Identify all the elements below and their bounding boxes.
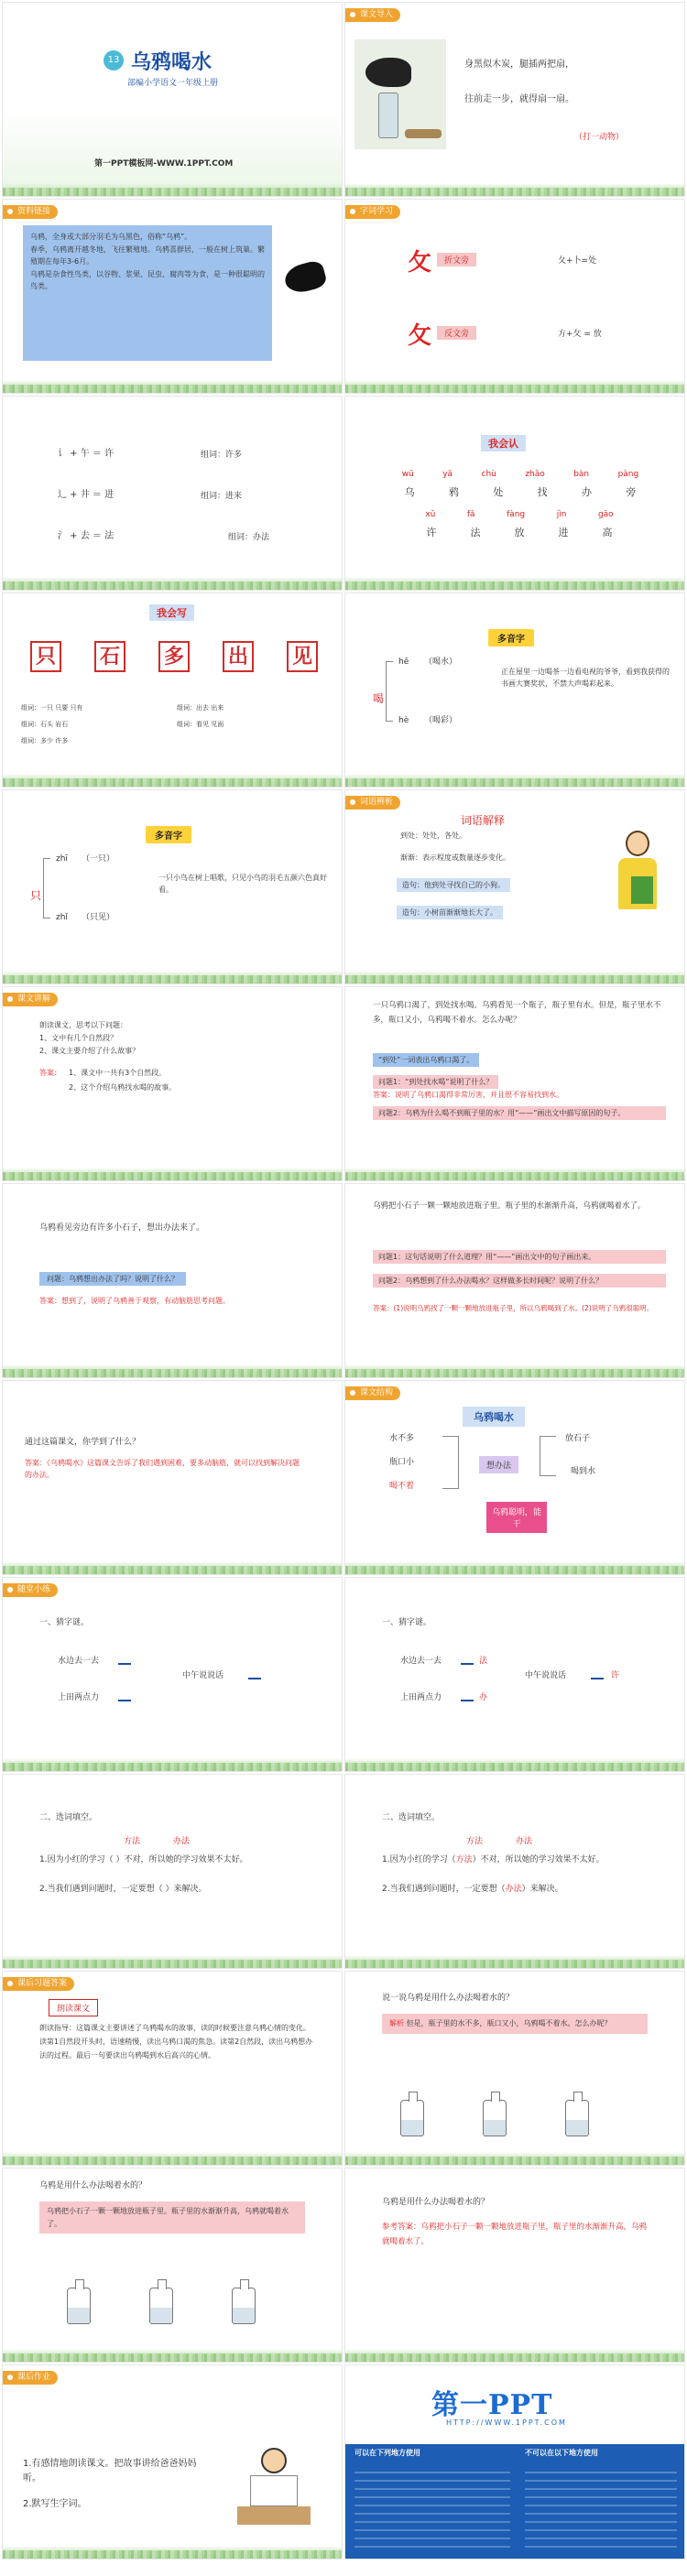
- exercise-body: 朗读指导：这篇课文主要讲述了乌鸦喝水的故事，读的时候要注意乌鸦心情的变化。读第1自然段开头时，语速稍慢，读出乌鸦口渴的焦急。读第2自然段，读出乌鸦想办法的过程。最后一句要读出乌鸦喝到水后高兴的心情。: [39, 2024, 313, 2060]
- slide-paragraph-1[interactable]: [344, 986, 685, 1181]
- polyphone-badge: 多音字: [146, 825, 191, 843]
- slide-method-bottles[interactable]: [344, 1971, 685, 2166]
- section-tag: 课文讲解: [3, 993, 58, 1006]
- bottle-icon: [400, 2100, 424, 2136]
- teacher-illustration: [613, 831, 662, 940]
- homework-2: 2.默写生字词。: [23, 2499, 87, 2509]
- answer-1: 答案：说明了乌鸦口渴得非常厉害，并且很不容易找到水。: [373, 1091, 563, 1099]
- question-intro: 朗读课文，思考以下问题：: [39, 1021, 127, 1029]
- reference-answer: [382, 2220, 648, 2249]
- grass-decoration: [3, 183, 342, 196]
- grass-decoration: [345, 774, 684, 787]
- radical-1: 攵: [408, 249, 432, 277]
- slide-char-formation[interactable]: [2, 396, 343, 591]
- pinyin: jìn: [556, 510, 567, 519]
- bottle-icon: [565, 2100, 589, 2136]
- slide-riddles[interactable]: [2, 1577, 343, 1772]
- right-brace: [540, 1436, 556, 1476]
- write-words-5: 组词：看见 见面: [177, 721, 224, 728]
- info-paragraph-3: 乌鸦是杂食性鸟类，以谷物、浆果、昆虫、腐肉等为食，是一种很聪明的鸟类。: [30, 269, 265, 291]
- grass-decoration: [3, 774, 342, 787]
- slide-riddles-answers[interactable]: [344, 1577, 685, 1772]
- riddle-answer-1: 法: [479, 1657, 488, 1666]
- grass-decoration: [345, 1168, 684, 1180]
- info-paragraph-1: 乌鸦，全身或大部分羽毛为乌黑色，俗称“乌鸦”。: [30, 233, 192, 241]
- grass-decoration: [3, 380, 342, 393]
- bottle-icon: [232, 2288, 256, 2324]
- structure-left-2: 瓶口小: [389, 1458, 415, 1467]
- write-words-1: 组词：一只 只要 只有: [21, 704, 83, 712]
- write-words-2: 组词：石头 岩石: [21, 721, 69, 728]
- grass-decoration: [3, 1758, 342, 1771]
- radical-2-formula: 方+攵 = 放: [558, 330, 602, 339]
- slide-structure[interactable]: [344, 1380, 685, 1575]
- answer-label: 解析: [389, 2019, 404, 2027]
- method-question: 乌鸦是用什么办法喝着水的？: [39, 2181, 147, 2190]
- riddle-3: 上田两点力: [400, 1693, 442, 1702]
- sentence-part: 2.当我们遇到问题时，一定要想（: [382, 1885, 506, 1894]
- paragraph-text: 一只乌鸦口渴了，到处找水喝。乌鸦看见一个瓶子，瓶子里有水。但是，瓶子里水不多，瓶口又小，乌鸦喝不着水。怎么办呢？: [373, 1001, 661, 1026]
- formation-eq-2: 辶 + 井 ＝ 进: [58, 490, 114, 500]
- polyphone-char: 喝: [373, 692, 385, 705]
- answer-1: 1、课文中一共有3个自然段。: [69, 1069, 167, 1077]
- fill-sentence-1: 1.因为小红的学习（ ）不对，所以她的学习效果不太好。: [39, 1855, 248, 1864]
- answer-label: 参考答案：: [382, 2223, 421, 2232]
- write-char-1: 只: [30, 641, 61, 672]
- crow-illustration: [365, 58, 411, 87]
- grass-decoration: [3, 2152, 342, 2165]
- character: 放: [514, 527, 525, 538]
- pinyin: fàng: [507, 510, 526, 519]
- slide-background-info[interactable]: [2, 199, 343, 394]
- formation-eq-1: 讠 + 午 ＝ 许: [58, 449, 114, 459]
- answer-dash: [118, 1700, 131, 1701]
- write-words-4: 组词：出去 出来: [177, 704, 224, 712]
- brace: [43, 858, 50, 918]
- pinyin-1: zhī: [56, 854, 68, 864]
- slide-summary-question[interactable]: [2, 1380, 343, 1575]
- char-row-1: [387, 484, 653, 499]
- grass-decoration: [3, 1955, 342, 1968]
- homework-1: 1.有感情地朗读课文。把故事讲给爸爸妈妈听。: [23, 2459, 197, 2484]
- pinyin: chù: [481, 470, 496, 479]
- grass-decoration: [345, 1561, 684, 1574]
- answer-label: 答案：: [39, 1069, 61, 1077]
- radical-2: 攵: [408, 322, 432, 350]
- grass-decoration: [3, 2349, 342, 2362]
- answer-dash: [461, 1700, 474, 1701]
- slide-fill-blank-answers[interactable]: [344, 1774, 685, 1969]
- answer-dash: [591, 1678, 604, 1679]
- question-2: 问题2：乌鸦为什么喝不到瓶子里的水？用“——”画出文中描写原因的句子。: [373, 1106, 666, 1120]
- section-tag: 资料链接: [3, 205, 58, 219]
- question-2: 问题2：乌鸦想到了什么办法喝水？这样做多长时间呢？说明了什么？: [373, 1274, 666, 1288]
- write-char-3: 多: [158, 641, 190, 672]
- write-char-2: 石: [94, 641, 125, 672]
- grass-decoration: [3, 1364, 342, 1377]
- character: 法: [470, 527, 481, 538]
- structure-left-3: 喝不着: [389, 1482, 415, 1491]
- brand-url: HTTP://WWW.1PPT.COM: [446, 2418, 567, 2427]
- exercise-title: 朗读课文: [49, 1999, 98, 2016]
- fill-sentence-2: [382, 1883, 666, 1896]
- fill-heading: 二、选词填空。: [382, 1813, 441, 1822]
- char-row-2: [409, 525, 629, 539]
- riddle-3: 上田两点力: [58, 1693, 100, 1702]
- riddle-1: 水边去一去: [58, 1657, 100, 1666]
- word-option-2: 办法: [516, 1837, 533, 1846]
- answer-dash: [118, 1663, 131, 1665]
- student-illustration: [237, 2448, 311, 2530]
- crow-bottle-image: [354, 39, 446, 149]
- write-words-3: 组词：多少 许多: [21, 737, 69, 745]
- character: 旁: [626, 486, 637, 498]
- pinyin: fǎ: [466, 510, 475, 519]
- character: 处: [493, 486, 504, 498]
- grass-decoration: [3, 577, 342, 590]
- grass-decoration: [345, 183, 684, 196]
- recognize-badge: 我会认: [481, 433, 526, 451]
- question-2: 2、课文主要介绍了什么故事？: [39, 1047, 140, 1055]
- stones-illustration: [405, 129, 442, 138]
- slide-brand[interactable]: [344, 2364, 685, 2560]
- grass-decoration: [345, 2349, 684, 2362]
- word-option-1: 方法: [466, 1837, 484, 1846]
- slide-method-question[interactable]: [2, 2168, 343, 2363]
- slide-radicals[interactable]: [344, 199, 685, 394]
- method-question: 乌鸦是用什么办法喝着水的？: [382, 2198, 490, 2207]
- usage-forbidden-title: 不可以在以下地方使用: [525, 2449, 598, 2457]
- slide-recognize[interactable]: [344, 396, 685, 591]
- riddle-line-1: 身黑似木炭，腿插两把扇，: [464, 60, 574, 70]
- usage-forbidden-list: [525, 2472, 677, 2550]
- summary-question: 通过这篇课文，你学到了什么？: [25, 1438, 141, 1447]
- answer: 答案：想到了，说明了乌鸦善于观察，有动脑筋思考问题。: [39, 1297, 230, 1305]
- slide-word-explain[interactable]: [344, 789, 685, 984]
- pinyin: xǔ: [425, 510, 436, 519]
- word-option-1: 方法: [124, 1837, 141, 1846]
- pinyin: wū: [401, 470, 414, 479]
- sentence-part: ）不对，所以她的学习效果不太好。: [472, 1855, 605, 1864]
- section-tag: 课后习题答案: [3, 1977, 74, 1991]
- fill-sentence-2: 2.当我们遇到问题时，一定要想（ ）来解决。: [39, 1885, 207, 1894]
- usage-allowed-title: 可以在下列地方使用: [354, 2449, 420, 2457]
- paragraph-text: 乌鸦把小石子一颗一颗地放进瓶子里。瓶子里的水渐渐升高，乌鸦就喝着水了。: [373, 1201, 646, 1211]
- fill-sentence-1: [382, 1853, 666, 1866]
- write-badge: 我会写: [149, 603, 194, 621]
- character: 乌: [404, 486, 415, 498]
- example-sentence: 一只小鸟在树上唱歌，只见小鸟的羽毛五颜六色真好看。: [158, 874, 327, 894]
- character: 办: [581, 486, 592, 498]
- usage-allowed-list: [354, 2472, 510, 2550]
- left-brace: [442, 1436, 459, 1489]
- formation-word-2: 组词：进来: [201, 492, 243, 501]
- bottle-illustration: [378, 92, 398, 138]
- slide-title[interactable]: [2, 2, 343, 197]
- slide-polyphone-zhi[interactable]: [2, 789, 343, 984]
- character: 找: [537, 486, 548, 498]
- structure-left-1: 水不多: [389, 1434, 415, 1443]
- pinyin-2-word: （只见）: [82, 913, 115, 922]
- explain-item-2: 渐渐：表示程度或数量逐步变化。: [400, 853, 510, 862]
- grass-decoration: [3, 971, 342, 984]
- pinyin: yā: [442, 470, 453, 479]
- slide-fill-blank[interactable]: [2, 1774, 343, 1969]
- explain-title: 词语解释: [461, 814, 506, 827]
- pinyin: pàng: [617, 470, 639, 479]
- riddle-answer: （打一动物）: [574, 133, 625, 142]
- explain-item-1: 到处：处处，各处。: [400, 831, 466, 840]
- formation-word-1: 组词：许多: [201, 451, 243, 460]
- slide-paragraph-2[interactable]: [2, 1183, 343, 1378]
- method-answer-box: 乌鸦把小石子一颗一颗地放进瓶子里。瓶子里的水渐渐升高，乌鸦就喝着水了。: [39, 2201, 305, 2234]
- formation-word-3: 组词：办法: [228, 533, 270, 542]
- slide-write[interactable]: [2, 592, 343, 788]
- answer: 答案：(1)说明乌鸦找了一颗一颗地放进瓶子里，所以乌鸦喝到了水。(2)说明了乌鸦很聪明。: [373, 1304, 654, 1312]
- answer-text: 但是，瓶子里的水不多，瓶口又小，乌鸦喝不着水。怎么办呢？: [406, 2019, 612, 2027]
- answer-dash: [461, 1663, 474, 1665]
- write-char-5: 见: [287, 641, 318, 672]
- site-watermark: 第一PPT模板网-WWW.1PPT.COM: [94, 159, 234, 168]
- slide-text-questions[interactable]: [2, 986, 343, 1181]
- section-tag: 课文结构: [345, 1386, 400, 1400]
- method-answer-box: [382, 2014, 648, 2034]
- flying-crow-illustration: [282, 259, 328, 296]
- pinyin: bàn: [573, 470, 590, 479]
- question-1: 问题1：“到处找水喝”说明了什么？: [373, 1075, 498, 1089]
- riddle-heading: 一、猜字谜。: [39, 1618, 90, 1627]
- info-box: [23, 225, 272, 361]
- polyphone-char: 只: [30, 889, 42, 902]
- answer-2: 2、这个介绍乌鸦找水喝的故事。: [69, 1083, 177, 1092]
- riddle-heading: 一、猜字谜。: [382, 1618, 432, 1627]
- brand-logo: 第一PPT: [431, 2389, 553, 2421]
- pinyin-2-word: （喝彩）: [424, 716, 458, 725]
- structure-center: 想办法: [479, 1456, 518, 1473]
- bottle-icon: [67, 2288, 91, 2324]
- grass-decoration: [3, 1561, 342, 1574]
- word-option-2: 办法: [173, 1837, 191, 1846]
- write-char-4: 出: [223, 641, 254, 672]
- section-tag: 课文导入: [345, 8, 400, 22]
- brace: [386, 661, 393, 722]
- slide-homework[interactable]: [2, 2364, 343, 2560]
- method-question: 说一说乌鸦是用什么办法喝着水的？: [382, 1994, 515, 2003]
- bottle-icon: [149, 2288, 173, 2324]
- info-paragraph-2: 春季，乌鸦离开越冬地，飞往繁殖地。乌鸦喜群居，一般在树上筑巢。繁殖期在每年3-6月。: [30, 245, 265, 266]
- grass-decoration: [345, 1758, 684, 1771]
- riddle-answer-3: 办: [479, 1693, 488, 1702]
- grass-decoration: [345, 577, 684, 590]
- lesson-number-badge: 13: [104, 50, 124, 71]
- riddle-1: 水边去一去: [400, 1657, 442, 1666]
- slide-polyphone-he[interactable]: [344, 592, 685, 788]
- grass-decoration: [345, 1955, 684, 1968]
- riddle-2: 中午说说话: [525, 1671, 567, 1680]
- pinyin-1-word: （一只）: [82, 854, 115, 864]
- slide-reference-answer[interactable]: [344, 2168, 685, 2363]
- section-tag: 词语辨析: [345, 796, 400, 810]
- sentence-part: ）来解决。: [521, 1885, 563, 1894]
- question-1: 问题1：这句话说明了什么道理？用“——”画出文中的句子画出来。: [373, 1250, 666, 1264]
- slide-paragraph-3[interactable]: [344, 1183, 685, 1378]
- grass-decoration: [345, 971, 684, 984]
- explain-item-3: 造句：他到处寻找自己的小狗。: [397, 878, 510, 892]
- pinyin-2: zhǐ: [56, 913, 68, 922]
- structure-right-1: 放石子: [565, 1434, 591, 1443]
- riddle-line-2: 往前走一步，就得扇一扇。: [464, 94, 574, 104]
- pinyin-1: hē: [398, 658, 409, 667]
- lesson-subtitle: 部编小学语文一年级上册: [127, 79, 219, 88]
- summary-answer: 答案：《乌鸦喝水》这篇课文告诉了我们遇到困难，要多动脑筋，就可以找到解决问题的办法。: [25, 1459, 300, 1479]
- lesson-title: 乌鸦喝水: [131, 50, 213, 74]
- character: 许: [426, 527, 437, 538]
- answer-dash: [248, 1678, 261, 1679]
- structure-right-2: 喝到水: [571, 1467, 596, 1476]
- structure-moral: 乌鸦聪明，能干: [486, 1502, 547, 1533]
- radical-1-label: 折文旁: [437, 253, 476, 266]
- answer-text: 乌鸦把小石子一颗一颗地放进瓶子里，瓶子里的水渐渐升高，乌鸦就喝着水了。: [382, 2223, 648, 2247]
- pinyin: zhǎo: [525, 470, 545, 479]
- pinyin-row-2: [409, 510, 629, 519]
- slide-exercise-answers[interactable]: [2, 1971, 343, 2166]
- filled-answer: 办法: [505, 1885, 522, 1894]
- character: 鸦: [448, 486, 459, 498]
- pinyin-2: hè: [398, 716, 409, 725]
- filled-answer: 方法: [455, 1855, 473, 1864]
- fill-heading: 二、选词填空。: [39, 1813, 98, 1822]
- riddle-answer-2: 许: [611, 1671, 620, 1680]
- section-tag: 课后作业: [3, 2371, 58, 2385]
- brand-footer: [345, 2444, 685, 2560]
- example-sentence: 正在屋里一边喝茶一边看电视的爷爷，看到我获得的书画大赛奖状，不禁大声喝彩起来。: [501, 668, 670, 688]
- grass-decoration: [3, 1168, 342, 1180]
- pinyin: gāo: [597, 510, 614, 519]
- riddle-2: 中午说说话: [182, 1671, 224, 1680]
- formation-eq-3: 氵 + 去 ＝ 法: [58, 531, 114, 541]
- grass-decoration: [3, 2546, 342, 2559]
- paragraph-text: 乌鸦看见旁边有许多小石子，想出办法来了。: [39, 1223, 205, 1233]
- question: 问题：乌鸦想出办法了吗？说明了什么？: [39, 1272, 186, 1286]
- pinyin-1-word: （喝水）: [424, 658, 458, 667]
- section-tag: 随堂小练: [3, 1583, 58, 1597]
- slide-riddle[interactable]: [344, 2, 685, 197]
- question-1: 1、文中有几个自然段？: [39, 1034, 118, 1042]
- character: 进: [558, 527, 569, 538]
- note-box: “到处”一词表出乌鸦口渴了。: [373, 1053, 479, 1067]
- grass-decoration: [345, 380, 684, 393]
- character: 高: [602, 527, 613, 538]
- sentence-part: 1.因为小红的学习（: [382, 1855, 456, 1864]
- radical-1-formula: 夂+卜=处: [558, 256, 597, 266]
- section-tag: 字词学习: [345, 205, 400, 219]
- explain-item-4: 造句：小树苗渐渐地长大了。: [397, 906, 503, 919]
- structure-title: 乌鸦喝水: [463, 1407, 525, 1427]
- grass-decoration: [345, 1364, 684, 1377]
- pinyin-row-1: [387, 470, 653, 479]
- bottle-icon: [483, 2100, 507, 2136]
- grass-decoration: [345, 2152, 684, 2165]
- polyphone-badge: 多音字: [488, 628, 534, 647]
- radical-2-label: 反文旁: [437, 326, 476, 340]
